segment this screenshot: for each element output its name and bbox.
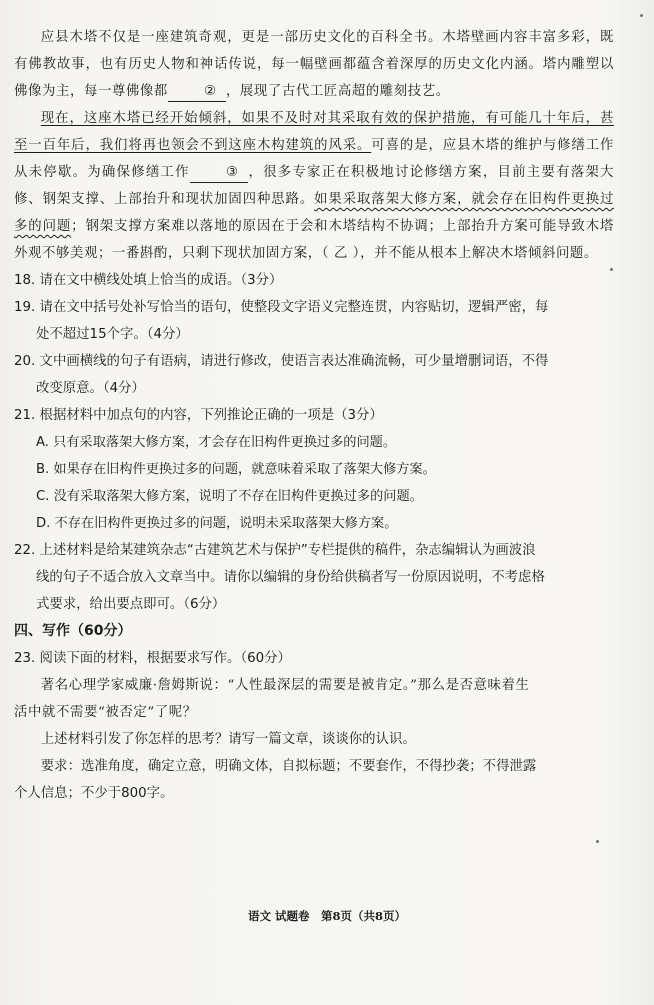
section-heading-writing: 四、写作（60分） <box>14 623 132 639</box>
blank-3: ③ <box>190 164 248 183</box>
page-footer: 语文 试题卷 第8页（共8页） <box>247 909 406 923</box>
writing-requirements: 要求：选准角度，确定立意，明确文体，自拟标题；不要套作，不得抄袭；不得泄露 <box>40 759 537 774</box>
scan-speck <box>610 268 613 271</box>
scan-speck <box>596 840 599 843</box>
writing-requirements-continued: 个人信息；不少于800字。 <box>14 786 174 801</box>
blank-2: ② <box>168 83 226 102</box>
writing-material: 著名心理学家威廉·詹姆斯说：“人性最深层的需要是被肯定。”那么是否意味着生 <box>40 678 530 693</box>
question-19-continued: 处不超过15个字。（4分） <box>36 327 189 342</box>
wavy-dotted-sentence: 如果采取落架大修方案，就会存在旧构件更换过多的问题 <box>14 192 614 234</box>
passage-text: 可喜的是，应县木塔的维护与修缮工作从未停歇。为确保修缮工作 <box>14 138 615 180</box>
option-a: A. 只有采取落架大修方案，才会存在旧构件更换过多的问题。 <box>36 435 397 450</box>
option-c: C. 没有采取落架大修方案，说明了不存在旧构件更换过多的问题。 <box>36 489 423 504</box>
question-22: 22. 上述材料是给某建筑杂志“古建筑艺术与保护”专栏提供的稿件，杂志编辑认为画波浪 <box>14 543 536 558</box>
passage-paragraph-1 <box>14 24 614 105</box>
scan-speck <box>640 14 643 17</box>
question-18: 18. 请在文中横线处填上恰当的成语。（3分） <box>14 273 283 288</box>
option-b: B. 如果存在旧构件更换过多的问题，就意味着采取了落架大修方案。 <box>36 462 436 477</box>
question-19: 19. 请在文中括号处补写恰当的语句，使整段文字语义完整连贯，内容贴切，逻辑严密，每 <box>14 300 549 315</box>
passage-text: ，展现了古代工匠高超的雕刻技艺。 <box>225 84 450 99</box>
question-20: 20. 文中画横线的句子有语病，请进行修改，使语言表达准确流畅，可少量增删词语，不得 <box>14 354 549 369</box>
writing-prompt: 上述材料引发了你怎样的思考？请写一篇文章，谈谈你的认识。 <box>40 732 416 747</box>
option-d: D. 不存在旧构件更换过多的问题，说明未采取落架大修方案。 <box>36 516 398 531</box>
underlined-sentence: 现在，这座木塔已经开始倾斜，如果不及时对其采取有效的保护措施，有可能几十年后，甚至一百年后，我们将再也领会不到这座木构建筑的风采。 <box>14 111 614 153</box>
question-22-continued-2: 式要求，给出要点即可。（6分） <box>36 597 226 612</box>
passage-text: ，很多专家正在积极地讨论修缮方案，目前主要有落架大修、钢架支撑、上部抬升和现状加固四种思路。 <box>14 165 615 207</box>
passage-paragraph-2 <box>14 105 614 267</box>
question-22-continued: 线的句子不适合放入文章当中。请你以编辑的身份给供稿者写一份原因说明，不考虑格 <box>36 570 545 585</box>
page-content <box>14 24 614 807</box>
question-23: 23. 阅读下面的材料，根据要求写作。（60分） <box>14 651 291 666</box>
passage-text: ；钢架支撑方案难以落地的原因在于会和木塔结构不协调；上部抬升方案可能导致木塔外观不够美观；一番斟酌，只剩下现状加固方案，（ 乙 ），并不能从根本上解决木塔倾斜问题。 <box>14 219 614 261</box>
question-21: 21. 根据材料中加点句的内容，下列推论正确的一项是（3分） <box>14 408 383 423</box>
passage-text: 应县木塔不仅是一座建筑奇观，更是一部历史文化的百科全书。木塔壁画内容丰富多彩，既有佛教故事，也有历史人物和神话传说，每一幅壁画都蕴含着深厚的历史文化内涵。塔内雕塑以佛像为主，每一尊佛像都 <box>14 30 614 99</box>
question-20-continued: 改变原意。（4分） <box>36 381 145 396</box>
writing-material-continued: 活中就不需要“被否定”了呢？ <box>14 705 197 720</box>
